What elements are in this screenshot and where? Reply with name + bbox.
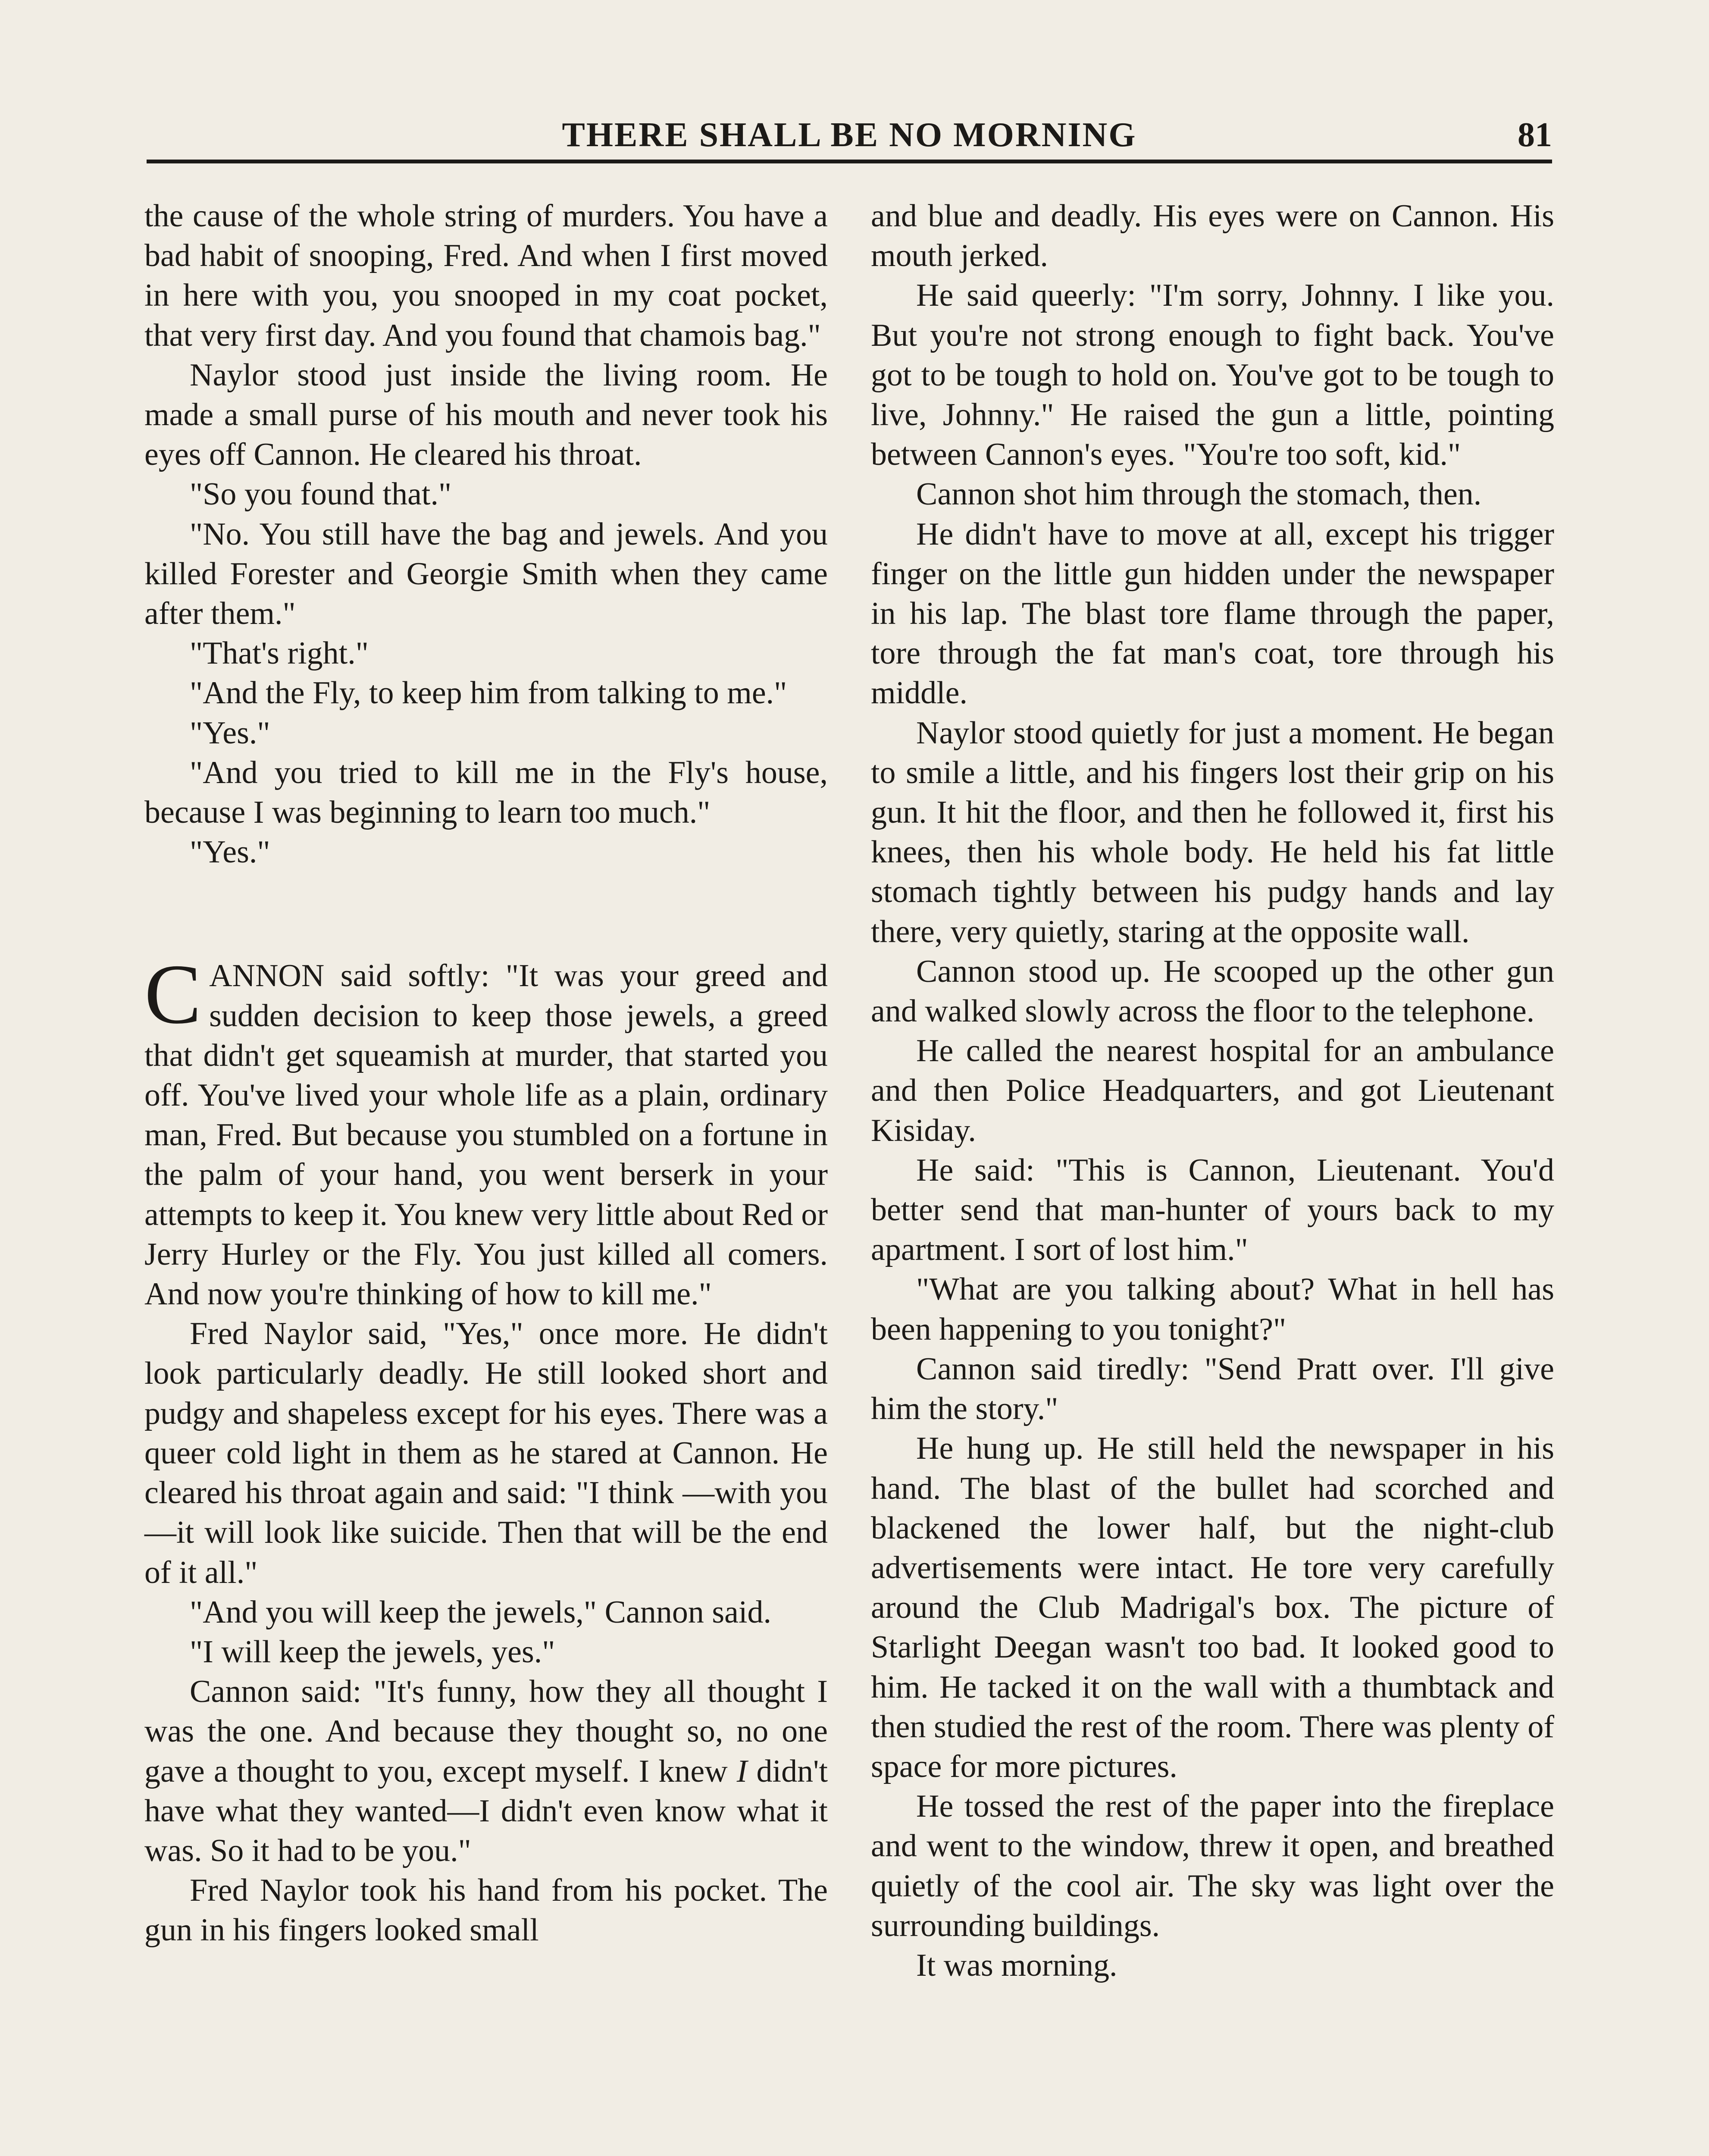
paragraph-text: said softly: "It was your greed and sudden decision to keep those jewels, a greed that didn't get squeamish at murder, that started you off. You've lived your whole life as a plain, ordinary man, Fred. But because you stumbled on a fortune in the palm of your hand, you went berserk in your attempts to keep it. You knew very little about Red or Jerry Hurley or the Fly. You just killed all comers. And now you're thinking of how to kill me." (144, 958, 828, 1312)
paragraph: He tossed the rest of the paper into the fireplace and went to the window, threw it open, and breathed quietly of the cool air. The sky was light over the surrounding buildings. (871, 1789, 1554, 1943)
header-rule (147, 160, 1552, 163)
paragraph: He said queerly: "I'm sorry, Johnny. I like you. But you're not strong enough to fight back. You've got to be tough to hold on. You've got to be tough to live, Johnny." He raised the gun a little, pointing between Cannon's eyes. "You're too soft, kid." (871, 278, 1554, 473)
paragraph: Cannon shot him through the stomach, then. (916, 476, 1482, 512)
paragraph: He said: "This is Cannon, Lieutenant. You'd better send that man-hunter of yours back to my apartment. I sort of lost him." (871, 1152, 1554, 1268)
paragraph: "What are you talking about? What in hell has been happening to you tonight?" (871, 1272, 1554, 1347)
running-title: THERE SHALL BE NO MORNING (562, 116, 1137, 154)
section-opening-paragraph (144, 947, 828, 1314)
right-column (871, 196, 1554, 1985)
paragraph (144, 1672, 828, 1871)
paragraph: "Yes." (190, 715, 270, 751)
small-caps-lead: ANNON (209, 958, 325, 994)
paragraph: He called the nearest hospital for an ambulance and then Police Headquarters, and got Lieutenant Kisiday. (871, 1033, 1554, 1148)
italic-word: I (736, 1753, 748, 1789)
paragraph: Fred Naylor took his hand from his pocket. The gun in his fingers looked small (144, 1873, 828, 1948)
paragraph: "And you will keep the jewels," Cannon said. (190, 1594, 772, 1630)
paragraph: Cannon stood up. He scooped up the other gun and walked slowly across the floor to the telephone. (871, 953, 1554, 1029)
paragraph: Naylor stood just inside the living room. He made a small purse of his mouth and never took his eyes off Cannon. He cleared his throat. (144, 357, 828, 473)
paragraph: Naylor stood quietly for just a moment. He began to smile a little, and his fingers lost their grip on his gun. It hit the floor, and then he followed it, first his knees, then his whole body. He held his fat little stomach tightly between his pudgy hands and lay there, very quietly, staring at the opposite wall. (871, 715, 1554, 950)
paragraph: the cause of the whole string of murders. You have a bad habit of snooping, Fred. And when I first moved in here with you, you snooped in my coat pocket, that very first day. And you found that chamois bag." (144, 198, 828, 353)
page-number: 81 (1518, 116, 1552, 154)
drop-cap: C (144, 947, 202, 1042)
left-column (144, 196, 828, 1950)
paragraph: "And you tried to kill me in the Fly's house, because I was beginning to learn too much." (144, 755, 828, 830)
paragraph: "No. You still have the bag and jewels. And you killed Forester and Georgie Smith when they came after them." (144, 516, 828, 632)
paragraph: "So you found that." (190, 476, 452, 512)
paragraph: "And the Fly, to keep him from talking to me." (190, 675, 787, 711)
paragraph: Fred Naylor said, "Yes," once more. He didn't look particularly deadly. He still looked short and pudgy and shapeless except for his eyes. There was a queer cold light in them as he stared at Cannon. He cleared his throat again and said: "I think —with you—it will look like suicide. Then that will be the end of it all." (144, 1316, 828, 1590)
paragraph: Cannon said tiredly: "Send Pratt over. I'll give him the story." (871, 1351, 1554, 1427)
paragraph-text: didn't have what they wanted—I didn't even know what it was. So it had to be you." (144, 1753, 828, 1868)
paragraph: "I will keep the jewels, yes." (190, 1634, 555, 1670)
paragraph: He didn't have to move at all, except his trigger finger on the little gun hidden under the newspaper in his lap. The blast tore flame through the paper, tore through the fat man's coat, tore through his middle. (871, 516, 1554, 711)
paragraph-text: Cannon said: "It's funny, how they all thought I was the one. And because they thought so, no one gave a thought to you, except myself. I knew (144, 1674, 828, 1789)
paragraph: and blue and deadly. His eyes were on Cannon. His mouth jerked. (871, 198, 1554, 274)
paragraph: "Yes." (190, 834, 270, 870)
paragraph: "That's right." (190, 636, 369, 671)
running-header (147, 116, 1552, 154)
paragraph: It was morning. (916, 1947, 1117, 1983)
paragraph: He hung up. He still held the newspaper in his hand. The blast of the bullet had scorched and blackened the lower half, but the night-club advertisements were intact. He tore very carefully around the Club Madrigal's box. The picture of Starlight Deegan wasn't too bad. It looked good to him. He tacked it on the wall with a thumbtack and then studied the rest of the room. There was plenty of space for more pictures. (871, 1431, 1554, 1784)
